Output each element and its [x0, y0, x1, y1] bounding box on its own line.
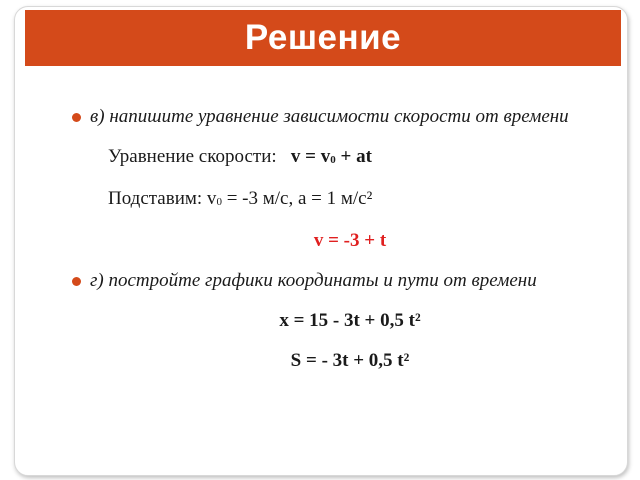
- prompt-g: г) постройте графики координаты и пути от времени: [90, 270, 537, 291]
- eq-label: Уравнение скорости:: [108, 146, 277, 167]
- subst-sub: 0: [216, 196, 222, 208]
- eq-v: v = v: [290, 146, 331, 167]
- title-bar: [25, 10, 621, 66]
- eq-sub: 0: [330, 154, 336, 166]
- bullet-icon: [72, 277, 81, 286]
- prompt-b: в) напишите уравнение зависимости скорости от времени: [90, 106, 569, 127]
- slide-title: Решение: [244, 18, 402, 57]
- velocity-equation: [70, 143, 610, 173]
- bullet-item-g: [70, 267, 610, 295]
- coordinate-equation: x = 15 - 3t + 0,5 t²: [279, 310, 421, 331]
- slide-content: [70, 103, 610, 375]
- bullet-icon: [72, 113, 81, 122]
- velocity-result: v = -3 + t: [313, 230, 387, 251]
- subst-rest: = -3 м/с, a = 1 м/с²: [221, 188, 373, 209]
- subst-label: Подставим: v: [108, 188, 217, 209]
- path-equation: S = - 3t + 0,5 t²: [290, 350, 410, 371]
- bullet-item-b: [70, 103, 610, 131]
- substitution: [70, 185, 610, 215]
- eq-rest: + at: [335, 146, 372, 167]
